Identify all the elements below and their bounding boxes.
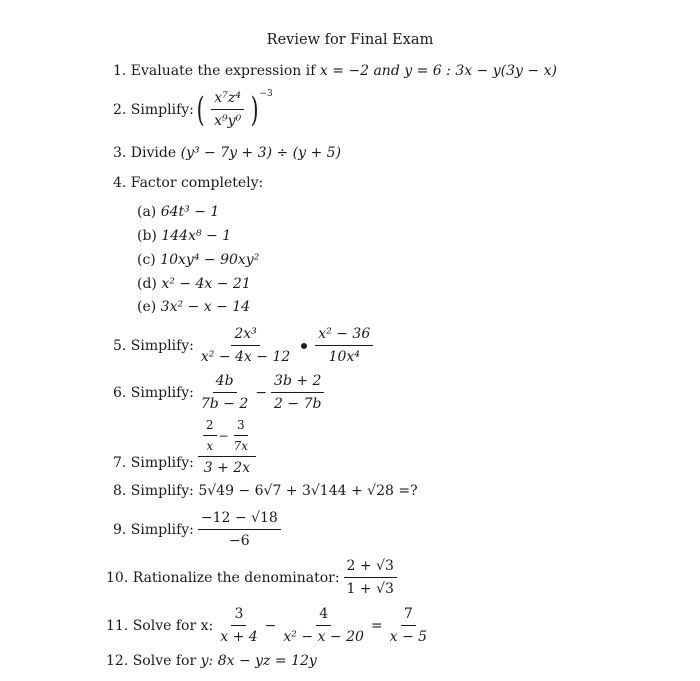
numerator: 3	[231, 606, 246, 626]
problem-10-fraction	[344, 558, 397, 597]
problem-9-label: 9. Simplify:	[113, 521, 194, 538]
numerator: 3b + 2	[271, 373, 324, 393]
problem-8-expression: 5√49 − 6√7 + 3√144 + √28 =?	[198, 483, 418, 499]
complex-numerator	[198, 418, 256, 457]
denominator: x	[206, 439, 214, 453]
problem-7	[113, 418, 260, 476]
factor-item	[137, 276, 251, 292]
denominator: 2 − 7b	[274, 396, 322, 412]
problem-12	[106, 653, 317, 669]
problem-8	[113, 483, 418, 499]
denominator: 7b − 2	[200, 396, 249, 412]
denominator: 10x⁴	[328, 349, 360, 365]
operator: −	[218, 428, 229, 443]
multiply-dot-icon	[301, 343, 307, 349]
item-expression: x² − 4x − 21	[161, 276, 251, 292]
numerator: 7	[401, 606, 416, 626]
item-expression: 3x² − x − 14	[160, 299, 251, 315]
denominator: x² − x − 20	[283, 629, 364, 645]
problem-10-label: 10. Rationalize the denominator:	[106, 569, 340, 586]
fraction-2	[315, 326, 373, 365]
factor-item	[137, 204, 219, 220]
inner-fraction-1	[203, 418, 217, 453]
fraction-1	[198, 326, 293, 365]
problem-6-label: 6. Simplify:	[113, 384, 194, 401]
problem-2-label: 2. Simplify:	[113, 101, 194, 118]
item-expression: 64t³ − 1	[160, 204, 220, 220]
exponent: −3	[259, 88, 273, 99]
problem-6	[113, 373, 328, 412]
right-paren: )	[250, 89, 259, 130]
problem-10	[106, 558, 401, 597]
item-letter: (d)	[137, 276, 157, 292]
problem-12-variable: y:	[200, 653, 214, 669]
problem-1-label: 1. Evaluate the expression if	[113, 63, 316, 79]
problem-3-label: 3. Divide	[113, 145, 177, 161]
problem-9	[113, 510, 285, 549]
fraction-1	[217, 606, 260, 645]
denominator: 7x	[233, 439, 248, 453]
factor-item	[137, 299, 250, 315]
equals: =	[370, 617, 383, 634]
fraction-2	[271, 373, 324, 412]
numerator: 2x³	[231, 326, 259, 346]
problem-4	[113, 175, 263, 191]
problem-3-expression: (y³ − 7y + 3) ÷ (y + 5)	[180, 145, 342, 161]
problem-12-expression: 8x − yz = 12y	[217, 653, 317, 669]
fraction-2	[280, 606, 366, 645]
denominator: x + 4	[220, 629, 258, 645]
item-expression: 10xy⁴ − 90xy²	[160, 252, 260, 268]
operator: −	[255, 384, 268, 401]
item-letter: (c)	[137, 252, 156, 268]
problem-5	[113, 326, 377, 365]
item-expression: 144x⁸ − 1	[161, 228, 232, 244]
operator: −	[264, 617, 277, 634]
item-letter: (b)	[137, 228, 157, 244]
inner-fraction-2	[231, 418, 251, 453]
complex-fraction	[198, 418, 256, 476]
fraction-3	[387, 606, 430, 645]
denominator: 1 + √3	[346, 581, 394, 597]
complex-denominator: 3 + 2x	[203, 460, 251, 476]
problem-7-label: 7. Simplify:	[113, 455, 194, 471]
numerator: 2 + √3	[344, 558, 397, 578]
numerator: x² − 36	[315, 326, 373, 346]
problem-2-fraction	[211, 90, 244, 129]
problem-1-condition: x = −2 and y = 6 :	[319, 63, 451, 79]
numerator: 3	[234, 418, 248, 436]
item-letter: (e)	[137, 299, 157, 315]
problem-12-label: 12. Solve for	[106, 653, 197, 669]
fraction-1	[198, 373, 251, 412]
problem-9-fraction	[198, 510, 281, 549]
denominator: x − 5	[389, 629, 428, 645]
problem-2	[113, 90, 273, 129]
left-paren: (	[196, 89, 205, 130]
numerator: 4b	[213, 373, 237, 393]
numerator: 2	[203, 418, 217, 436]
denominator: x² − 4x − 12	[200, 349, 291, 365]
numerator: −12 − √18	[198, 510, 281, 530]
problem-11-label: 11. Solve for x:	[106, 617, 214, 634]
denominator: −6	[229, 533, 250, 549]
problem-3	[113, 145, 341, 161]
page-title: Review for Final Exam	[266, 32, 434, 48]
item-letter: (a)	[137, 204, 157, 220]
factor-item	[137, 252, 259, 268]
problem-5-label: 5. Simplify:	[113, 337, 194, 354]
problem-1	[113, 63, 557, 79]
problem-1-expression: 3x − y(3y − x)	[455, 63, 557, 79]
problem-11	[106, 606, 434, 645]
denominator: x⁹y⁰	[214, 113, 242, 129]
problem-4-label: 4. Factor completely:	[113, 175, 264, 191]
numerator: 4	[316, 606, 331, 626]
numerator: x⁷z⁴	[211, 90, 244, 110]
factor-item	[137, 228, 231, 244]
problem-8-label: 8. Simplify:	[113, 483, 194, 499]
